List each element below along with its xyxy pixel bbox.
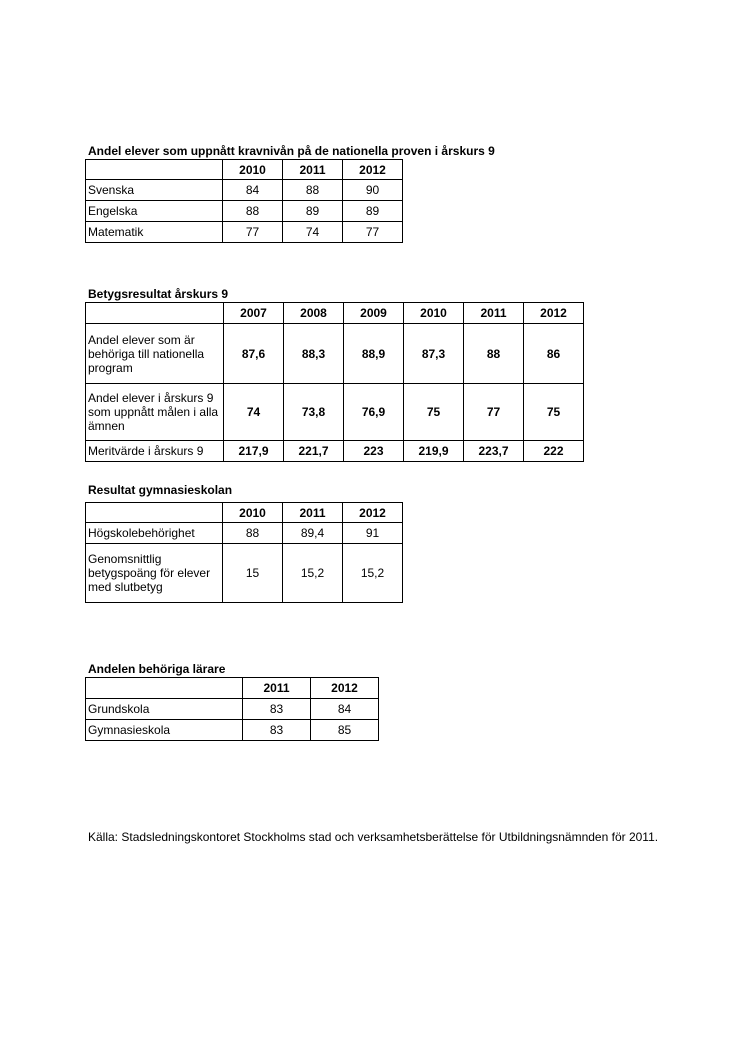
table-row bbox=[86, 222, 403, 243]
row-label: Gymnasieskola bbox=[86, 720, 243, 741]
upper-secondary-results-table bbox=[85, 502, 403, 603]
cell-value: 74 bbox=[224, 384, 284, 441]
table-header-row bbox=[86, 303, 584, 324]
cell-value: 77 bbox=[223, 222, 283, 243]
cell-value: 15,2 bbox=[283, 544, 343, 603]
header-cell: 2012 bbox=[311, 678, 379, 699]
table-row bbox=[86, 720, 379, 741]
cell-value: 77 bbox=[343, 222, 403, 243]
table-header-row bbox=[86, 678, 379, 699]
cell-value: 75 bbox=[524, 384, 584, 441]
row-label: Matematik bbox=[86, 222, 223, 243]
header-cell: 2011 bbox=[283, 503, 343, 523]
header-cell bbox=[86, 160, 223, 180]
cell-value: 88 bbox=[223, 201, 283, 222]
national-tests-table bbox=[85, 159, 403, 243]
cell-value: 84 bbox=[223, 180, 283, 201]
header-cell: 2012 bbox=[343, 503, 403, 523]
cell-value: 89 bbox=[343, 201, 403, 222]
qualified-teachers-table bbox=[85, 677, 379, 741]
table-header-row bbox=[86, 503, 403, 523]
header-cell bbox=[86, 678, 243, 699]
table1-title: Andel elever som uppnått kravnivån på de nationella proven i årskurs 9 bbox=[88, 144, 495, 158]
table-row bbox=[86, 201, 403, 222]
header-cell: 2010 bbox=[223, 503, 283, 523]
table-row bbox=[86, 384, 584, 441]
cell-value: 221,7 bbox=[284, 441, 344, 462]
cell-value: 89,4 bbox=[283, 523, 343, 544]
table2-title: Betygsresultat årskurs 9 bbox=[88, 287, 229, 301]
row-label: Högskolebehörighet bbox=[86, 523, 223, 544]
row-label: Svenska bbox=[86, 180, 223, 201]
cell-value: 84 bbox=[311, 699, 379, 720]
cell-value: 73,8 bbox=[284, 384, 344, 441]
table-row bbox=[86, 523, 403, 544]
row-label: Andel elever som är behöriga till nationella program bbox=[86, 324, 224, 384]
header-cell: 2009 bbox=[344, 303, 404, 324]
table-row bbox=[86, 699, 379, 720]
row-label: Engelska bbox=[86, 201, 223, 222]
table-row bbox=[86, 324, 584, 384]
row-label: Andel elever i årskurs 9 som uppnått målen i alla ämnen bbox=[86, 384, 224, 441]
cell-value: 89 bbox=[283, 201, 343, 222]
cell-value: 91 bbox=[343, 523, 403, 544]
header-cell: 2011 bbox=[243, 678, 311, 699]
cell-value: 77 bbox=[464, 384, 524, 441]
row-label: Meritvärde i årskurs 9 bbox=[86, 441, 224, 462]
header-cell bbox=[86, 503, 223, 523]
cell-value: 15,2 bbox=[343, 544, 403, 603]
cell-value: 87,6 bbox=[224, 324, 284, 384]
grade-results-table bbox=[85, 302, 584, 462]
cell-value: 88 bbox=[283, 180, 343, 201]
table-row bbox=[86, 544, 403, 603]
cell-value: 217,9 bbox=[224, 441, 284, 462]
header-cell: 2011 bbox=[464, 303, 524, 324]
header-cell: 2007 bbox=[224, 303, 284, 324]
header-cell: 2011 bbox=[283, 160, 343, 180]
header-cell: 2008 bbox=[284, 303, 344, 324]
cell-value: 88 bbox=[464, 324, 524, 384]
cell-value: 88,9 bbox=[344, 324, 404, 384]
table-header-row bbox=[86, 160, 403, 180]
header-cell: 2010 bbox=[223, 160, 283, 180]
table-row bbox=[86, 441, 584, 462]
cell-value: 222 bbox=[524, 441, 584, 462]
cell-value: 15 bbox=[223, 544, 283, 603]
cell-value: 76,9 bbox=[344, 384, 404, 441]
header-cell: 2010 bbox=[404, 303, 464, 324]
cell-value: 219,9 bbox=[404, 441, 464, 462]
header-cell: 2012 bbox=[343, 160, 403, 180]
cell-value: 74 bbox=[283, 222, 343, 243]
cell-value: 90 bbox=[343, 180, 403, 201]
header-cell bbox=[86, 303, 224, 324]
table-row bbox=[86, 180, 403, 201]
table3-title: Resultat gymnasieskolan bbox=[88, 483, 233, 497]
cell-value: 86 bbox=[524, 324, 584, 384]
cell-value: 83 bbox=[243, 699, 311, 720]
row-label: Grundskola bbox=[86, 699, 243, 720]
table4-title: Andelen behöriga lärare bbox=[88, 662, 226, 676]
cell-value: 87,3 bbox=[404, 324, 464, 384]
cell-value: 88,3 bbox=[284, 324, 344, 384]
cell-value: 88 bbox=[223, 523, 283, 544]
row-label: Genomsnittlig betygspoäng för elever med slutbetyg bbox=[86, 544, 223, 603]
cell-value: 223,7 bbox=[464, 441, 524, 462]
cell-value: 223 bbox=[344, 441, 404, 462]
source-note: Källa: Stadsledningskontoret Stockholms stad och verksamhetsberättelse för Utbildningsnämnden för 2011. bbox=[88, 830, 659, 844]
cell-value: 83 bbox=[243, 720, 311, 741]
cell-value: 85 bbox=[311, 720, 379, 741]
cell-value: 75 bbox=[404, 384, 464, 441]
header-cell: 2012 bbox=[524, 303, 584, 324]
